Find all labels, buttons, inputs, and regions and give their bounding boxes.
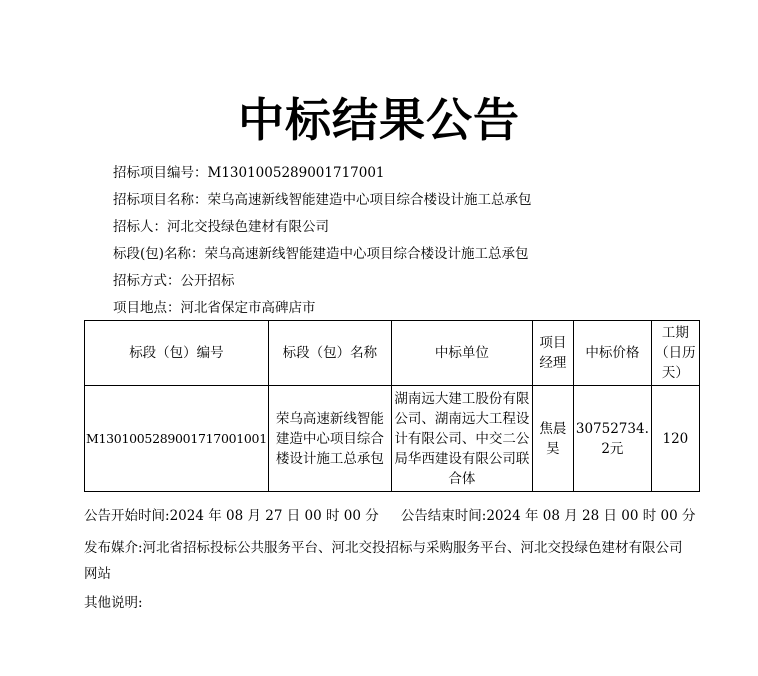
header-bid-price: 中标价格 <box>573 321 651 386</box>
publish-start-label: 公告开始时间: <box>84 508 170 524</box>
cell-bid-price: 30752734.2元 <box>573 386 651 492</box>
publish-end-label: 公告结束时间: <box>400 508 487 524</box>
info-project-name <box>113 187 733 214</box>
header-project-manager: 项目经理 <box>532 321 573 386</box>
info-tenderer <box>113 214 733 241</box>
cell-section-code: M1301005289001717001001 <box>85 386 269 492</box>
other-notes-line <box>84 590 684 616</box>
cell-duration: 120 <box>651 386 699 492</box>
info-value: 荣乌高速新线智能建造中心项目综合楼设计施工总承包 <box>204 246 529 262</box>
info-label: 招标方式： <box>113 273 181 289</box>
publish-start-value: 2024 年 08 月 27 日 00 时 00 分 <box>169 508 379 524</box>
table-header-row <box>85 321 700 386</box>
notes-label: 其他说明: <box>84 595 143 611</box>
page-title: 中标结果公告 <box>238 93 520 147</box>
info-label: 招标项目名称： <box>113 192 208 208</box>
info-value: 河北交投绿色建材有限公司 <box>167 219 329 235</box>
media-label: 发布媒介: <box>84 540 143 556</box>
info-value: 河北省保定市高碑店市 <box>180 300 316 316</box>
media-value: 河北省招标投标公共服务平台、河北交投招标与采购服务平台、河北交投绿色建材有限公司网站 <box>84 540 683 582</box>
header-section-name: 标段（包）名称 <box>268 321 391 386</box>
cell-winning-bidder: 湖南远大建工股份有限公司、湖南远大工程设计有限公司、中交二公局华西建设有限公司联合体 <box>391 386 532 492</box>
header-duration: 工期（日历天） <box>651 321 699 386</box>
publish-end-value: 2024 年 08 月 28 日 00 时 00 分 <box>486 508 696 524</box>
header-section-code: 标段（包）编号 <box>85 321 269 386</box>
info-project-code <box>113 160 733 187</box>
publish-media-line <box>84 535 684 587</box>
info-label: 招标项目编号： <box>113 165 208 181</box>
info-label: 标段(包)名称： <box>113 246 205 262</box>
info-block <box>113 160 733 322</box>
publish-time-line <box>84 503 696 529</box>
info-value: M1301005289001717001 <box>207 165 385 181</box>
cell-project-manager: 焦晨昊 <box>532 386 573 492</box>
cell-section-name: 荣乌高速新线智能建造中心项目综合楼设计施工总承包 <box>268 386 391 492</box>
info-label: 项目地点： <box>113 300 181 316</box>
header-winning-bidder: 中标单位 <box>391 321 532 386</box>
info-value: 公开招标 <box>180 273 235 289</box>
info-value: 荣乌高速新线智能建造中心项目综合楼设计施工总承包 <box>207 192 532 208</box>
info-section-name <box>113 241 733 268</box>
info-bid-method <box>113 268 733 295</box>
table-row <box>85 386 700 492</box>
info-label: 招标人： <box>113 219 167 235</box>
result-table <box>84 320 700 492</box>
info-location <box>113 295 733 322</box>
